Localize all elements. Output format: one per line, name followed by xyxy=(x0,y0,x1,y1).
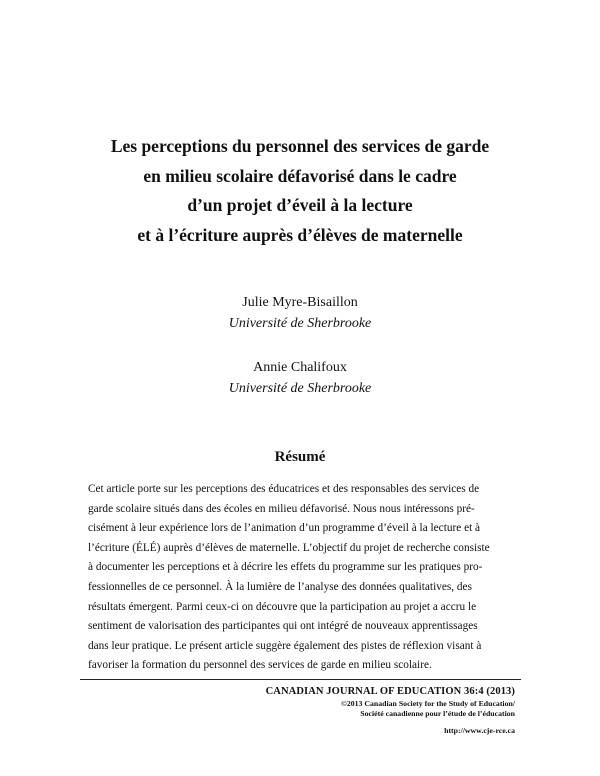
abstract-line: sentiment de valorisation des participantes qui ont intégré de nouveaux apprentissages xyxy=(88,620,478,633)
title-line-2: en milieu scolaire défavorisé dans le cadre xyxy=(143,165,457,186)
title-line-4: et à l’écriture auprès d’élèves de maternelle xyxy=(137,224,463,245)
author-block-1 xyxy=(100,292,500,334)
copyright-line: Société canadienne pour l’étude de l’éducation xyxy=(360,709,515,718)
journal-footer xyxy=(266,685,515,736)
journal-url[interactable]: http://www.cje-rce.ca xyxy=(444,726,515,735)
footer-divider xyxy=(80,679,521,680)
author-affiliation: Université de Sherbrooke xyxy=(228,381,372,396)
journal-citation: CANADIAN JOURNAL OF EDUCATION 36:4 (2013) xyxy=(265,686,515,697)
abstract-line: l’écriture (ÉLÉ) auprès d’élèves de maternelle. L’objectif du projet de recherche consiste xyxy=(88,541,490,554)
copyright-line: ©2013 Canadian Society for the Study of Education/ xyxy=(341,699,515,708)
title-line-3: d’un projet d’éveil à la lecture xyxy=(187,195,413,215)
abstract-body xyxy=(88,480,514,676)
abstract-line: dans leur pratique. Le présent article suggère également des pistes de réflexion visant à xyxy=(88,639,482,652)
abstract-line: garde scolaire situés dans des écoles en milieu défavorisé. Nous nous intéressons pré- xyxy=(88,502,475,515)
abstract-heading: Résumé xyxy=(274,449,326,465)
abstract-line: fessionnelles de ce personnel. À la lumière de l’analyse des données qualitatives, des xyxy=(88,580,472,593)
abstract-line: favoriser la formation du personnel des services de garde en milieu scolaire. xyxy=(88,659,432,672)
author-name: Julie Myre-Bisaillon xyxy=(242,295,358,310)
abstract-line: résultats émergent. Parmi ceux-ci on découvre que la participation au projet a accru le xyxy=(88,600,477,613)
author-name: Annie Chalifoux xyxy=(253,360,347,375)
author-block-2 xyxy=(100,357,500,399)
abstract-line: à documenter les perceptions et à décrire les effets du programme sur les pratiques pro- xyxy=(88,561,483,574)
author-affiliation: Université de Sherbrooke xyxy=(228,316,372,331)
abstract-line: Cet article porte sur les perceptions des éducatrices et des responsables des services de xyxy=(88,483,480,495)
title-line-1: Les perceptions du personnel des services de garde xyxy=(110,136,490,156)
article-title xyxy=(60,132,540,250)
abstract-line: cisément à leur expérience lors de l’animation d’un programme d’éveil à la lecture et à xyxy=(88,522,481,535)
